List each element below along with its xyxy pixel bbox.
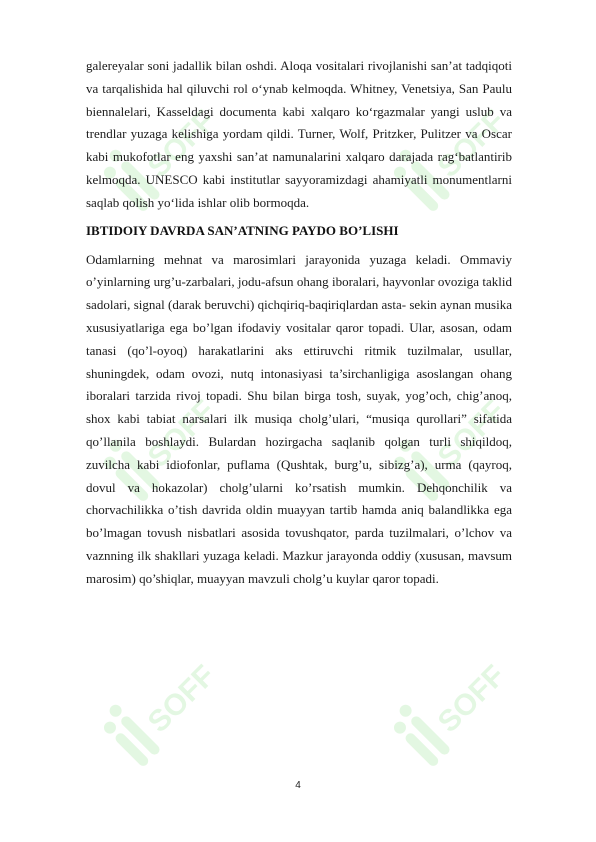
document-body [86, 55, 512, 591]
svg-text:SOFF: SOFF [141, 394, 222, 474]
svg-text:SOFF: SOFF [431, 659, 512, 739]
svg-text:SOFF: SOFF [431, 104, 512, 184]
paragraph-primitive-art: Odamlarning mehnat va marosimlari jarayonida yuzaga keladi. Ommaviy o’yinlarning urg’u-zarbalari, jodu-afsun ohang iboralari, hayvonlar ovoziga taklid sadolari, signal (darak beruvchi) qichqiriq-baqiriqlardan asta- sekin aynan musika xususiyatlariga ega bo’lgan ifodaviy vositalar qaror topadi. Ular, asosan, odam tanasi (qo’l-oyoq) harakatlarini aks ettiruvchi ritmik tuzilmalar, usullar, shuningdek, odam ovozi, nutq intonasiyasi ta’sirchanligiga asoslangan ohang iboralari tarzida rivoj topadi. Shu bilan birga tosh, suyak, yog’och, chig’anoq, shox kabi tabiat narsalari ilk musiqa cholg’ulari, “musiqa qurollari” sifatida qo’llanila boshlaydi. Bulardan hozirgacha saqlanib qolgan turli shiqildoq, zuvilcha kabi idiofonlar, puflama (Qushtak, burg’u, sibizg’a), urma (qayroq, dovul va hokazolar) cholg’ularni ko’rsatish mumkin. Dehqonchilik va chorvachilikka o’tish davrida oldin muayyan tartib hamda aniq balandlikka ega bo’lmagan tovush nisbatlari asosida tovushqator, parda tuzilmalari, o’lchov va vaznning ilk shakllari yuzaga keladi. Mazkur jarayonda oddiy (xususan, mavsum marosim) qo’shiqlar, muayyan mavzuli cholg’u kuylar qaror topadi. [86, 251, 512, 586]
svg-text:SOFF: SOFF [141, 659, 222, 739]
page-number: 4 [295, 780, 301, 791]
svg-text:SOFF: SOFF [141, 104, 222, 184]
soff-watermark-bottom-right [368, 625, 538, 795]
soff-watermark-bottom-left [78, 625, 248, 795]
svg-text:SOFF: SOFF [431, 394, 512, 474]
section-heading: IBTIDOIY DAVRDA SAN’ATNING PAYDO BO’LISHI [86, 222, 399, 238]
paragraph-intro: galereyalar soni jadallik bilan oshdi. Aloqa vositalari rivojlanishi san’at tadqiqoti va tarqalishida hal qiluvchi rol o‘ynab kelmoqda. Whitney, Venetsiya, San Paulu biennalelari, Kasseldagi documenta kabi xalqaro ko‘rgazmalar yangi uslub va trendlar yuzaga kelishiga yordam qildi. Turner, Wolf, Pritzker, Pulitzer va Oscar kabi mukofotlar eng yaxshi san’at namunalarini xalqaro darajada rag‘batlantirib kelmoqda. UNESCO kabi institutlar sayyoramizdagi ahamiyatli monumentlarni saqlab qolish yo‘lida ishlar olib bormoqda. [86, 58, 512, 210]
